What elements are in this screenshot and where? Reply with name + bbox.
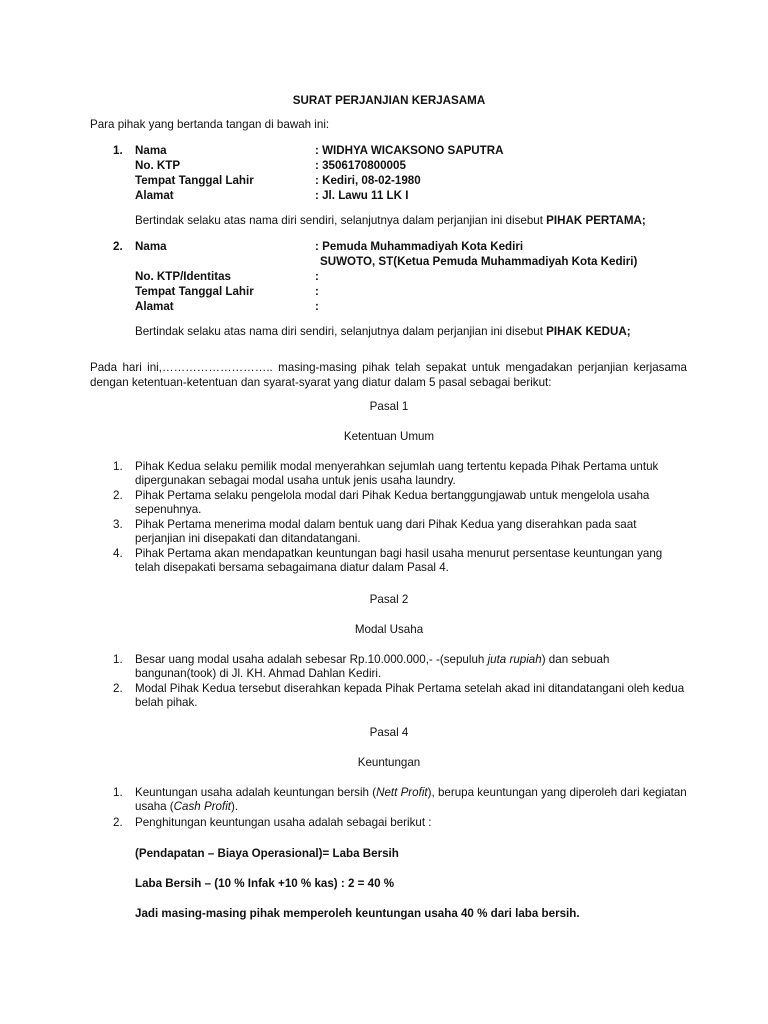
- party-1-statement: [135, 214, 646, 228]
- list-item-italic: juta rupiah: [487, 653, 542, 666]
- document-title: SURAT PERJANJIAN KERJASAMA: [292, 94, 486, 107]
- list-item-text: Besar uang modal usaha adalah sebesar Rp.10.000.000,- -(sepuluh: [135, 653, 488, 666]
- profit-conclusion: Jadi masing-masing pihak memperoleh keuntungan usaha 40 % dari laba bersih.: [135, 907, 580, 920]
- party-1-number: 1.: [113, 144, 123, 157]
- party-2-role: PIHAK KEDUA;: [546, 325, 631, 338]
- pasal-2-heading: Pasal 2: [369, 593, 409, 606]
- intro-text: Para pihak yang bertanda tangan di bawah ini:: [90, 118, 330, 131]
- party-2-statement: [135, 325, 631, 339]
- list-item-number: 1.: [113, 786, 123, 799]
- pasal-1-heading: Pasal 1: [369, 400, 409, 413]
- party-2-birth-value: :: [315, 285, 319, 298]
- list-item: Pihak Kedua selaku pemilik modal menyerahkan sejumlah uang tertentu kepada Pihak Pertama untuk dipergunakan sebagai modal usaha untuk jenis usaha laundry.: [135, 460, 659, 488]
- party-1-statement-text: Bertindak selaku atas nama diri sendiri, selanjutnya dalam perjanjian ini disebut: [135, 214, 547, 227]
- pasal-4-heading: Pasal 4: [369, 726, 409, 739]
- formula-net-profit: (Pendapatan – Biaya Operasional)= Laba Bersih: [135, 847, 399, 860]
- party-1-birth-value: : Kediri, 08-02-1980: [315, 174, 421, 187]
- pasal-1-subheading: Ketentuan Umum: [343, 430, 435, 443]
- list-item: Pihak Pertama menerima modal dalam bentuk uang dari Pihak Kedua yang diserahkan pada saat perjanjian ini disepakati dan ditandatangani.: [135, 518, 637, 546]
- list-item-number: 3.: [113, 518, 123, 531]
- list-item-number: 2.: [113, 682, 123, 695]
- party-1-name-value: : WIDHYA WICAKSONO SAPUTRA: [315, 144, 504, 157]
- list-item-number: 1.: [113, 460, 123, 473]
- list-item-text: ) dan sebuah bangunan(took) di Jl. KH. Ahmad Dahlan Kediri.: [135, 653, 610, 681]
- party-1-ktp-value: : 3506170800005: [315, 159, 406, 172]
- list-item-number: 1.: [113, 653, 123, 666]
- list-item-number: 4.: [113, 547, 123, 560]
- list-item-text: ), berupa keuntungan yang diperoleh dari kegiatan usaha (: [135, 786, 687, 814]
- list-item-text: ).: [231, 800, 239, 814]
- list-item: Pihak Pertama akan mendapatkan keuntungan bagi hasil usaha menurut persentase keuntungan yang telah disepakati bersama sebagaimana diatur dalam Pasal 4.: [135, 547, 663, 575]
- party-1-ktp-label: No. KTP: [135, 159, 181, 172]
- party-1-name-label: Nama: [135, 144, 167, 157]
- party-2-representative: SUWOTO, ST(Ketua Pemuda Muhammadiyah Kota Kediri): [320, 255, 638, 268]
- party-2-number: 2.: [113, 240, 123, 253]
- party-2-name-value: : Pemuda Muhammadiyah Kota Kediri: [315, 240, 524, 253]
- party-1-role: PIHAK PERTAMA;: [546, 214, 646, 227]
- list-item: Pihak Pertama selaku pengelola modal dari Pihak Kedua bertanggungjawab untuk mengelola usaha sepenuhnya.: [135, 489, 650, 517]
- list-item: [135, 653, 687, 681]
- party-2-address-value: :: [315, 300, 319, 313]
- list-item: Modal Pihak Kedua tersebut diserahkan kepada Pihak Pertama setelah akad ini ditandatangani oleh kedua belah pihak.: [135, 682, 685, 710]
- party-2-name-label: Nama: [135, 240, 167, 253]
- party-1-birth-label: Tempat Tanggal Lahir: [135, 174, 254, 187]
- list-item-number: 2.: [113, 816, 123, 829]
- pasal-2-subheading: Modal Usaha: [354, 623, 424, 636]
- party-2-address-label: Alamat: [135, 300, 174, 313]
- party-2-birth-label: Tempat Tanggal Lahir: [135, 285, 254, 298]
- pasal-4-subheading: Keuntungan: [357, 756, 421, 769]
- list-item: Penghitungan keuntungan usaha adalah sebagai berikut :: [135, 816, 432, 829]
- list-item-number: 2.: [113, 489, 123, 502]
- list-item-italic: Cash Profit: [173, 800, 232, 814]
- list-item: [135, 786, 687, 814]
- list-item-italic: Nett Profit: [376, 786, 428, 799]
- party-2-ktp-value: :: [315, 270, 319, 283]
- party-1-address-label: Alamat: [135, 189, 174, 202]
- party-1-address-value: : Jl. Lawu 11 LK I: [315, 189, 409, 202]
- list-item-text: Keuntungan usaha adalah keuntungan bersih (: [135, 786, 377, 799]
- party-2-ktp-label: No. KTP/Identitas: [135, 270, 231, 283]
- agreement-paragraph: Pada hari ini,……………………….. masing-masing pihak telah sepakat untuk mengadakan perjanjian kerjasama dengan ketentuan-ketentuan dan syarat-syarat yang diatur dalam 5 pasal sebagai berikut:: [90, 361, 687, 389]
- party-2-statement-text: Bertindak selaku atas nama diri sendiri, selanjutnya dalam perjanjian ini disebut: [135, 325, 547, 338]
- formula-profit-share: Laba Bersih – (10 % Infak +10 % kas) : 2 = 40 %: [135, 877, 395, 890]
